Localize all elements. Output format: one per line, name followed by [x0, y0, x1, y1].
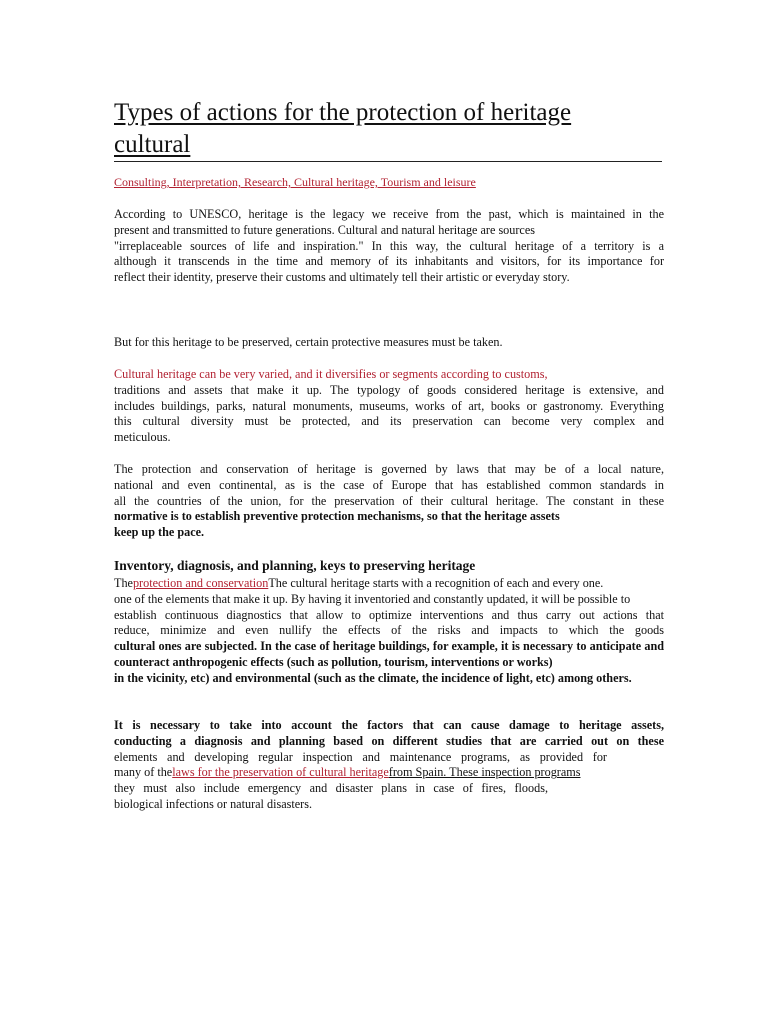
section-heading: Inventory, diagnosis, and planning, keys to preserving heritage	[114, 558, 476, 573]
text-line: all the countries of the union, for the preservation of their cultural heritage. The constant in these	[114, 493, 664, 508]
text-line: reflect their identity, preserve their customs and ultimately tell their artistic or everyday story.	[114, 270, 570, 285]
text-line: "irreplaceable sources of life and inspiration." In this way, the cultural heritage of a territory is a	[114, 238, 664, 253]
text-line: present and transmitted to future generations. Cultural and natural heritage are sources	[114, 222, 535, 237]
text-line: But for this heritage to be preserved, certain protective measures must be taken.	[114, 335, 503, 349]
title-line-1: Types of actions for the protection of heritage	[114, 99, 572, 126]
text-line: elements and developing regular inspection and maintenance programs, as provided for	[114, 749, 607, 764]
paragraph-unesco	[114, 207, 664, 286]
text-line: includes buildings, parks, natural monuments, museums, works of art, books or gastronomy. Everything	[114, 398, 664, 413]
text-line: traditions and assets that make it up. The typology of goods considered heritage is extensive, and	[114, 382, 664, 397]
bold-text-line: cultural ones are subjected. In the case of heritage buildings, for example, it is necessary to anticipate and	[114, 639, 664, 654]
paragraph-protective-measures	[114, 335, 664, 351]
paragraph-damage-factors	[114, 718, 664, 813]
bold-text-line: in the vicinity, etc) and environmental (such as the climate, the incidence of light, etc) among others.	[114, 670, 632, 685]
bold-text-line: keep up the pace.	[114, 525, 205, 540]
text-line: The protection and conservation of heritage is governed by laws that may be of a local nature,	[114, 462, 664, 476]
title-line-2: cultural	[114, 131, 191, 158]
text-line: national and even continental, as is the case of Europe that has established common standards in	[114, 477, 664, 492]
text-line: although it transcends in the time and memory of its inhabitants and visitors, for its importance for	[114, 254, 664, 269]
paragraph-laws	[114, 462, 664, 541]
text-line: According to UNESCO, heritage is the legacy we receive from the past, which is maintained in the	[114, 207, 664, 221]
preservation-laws-link[interactable]: laws for the preservation of cultural heritage	[172, 765, 389, 780]
bold-text-line: It is necessary to take into account the factors that can cause damage to heritage assets,	[114, 718, 664, 732]
text-the: The	[114, 576, 133, 590]
text-line: one of the elements that make it up. By having it inventoried and constantly updated, it will be possible to	[114, 591, 631, 606]
bold-text-line: normative is to establish preventive protection mechanisms, so that the heritage assets	[114, 509, 560, 524]
bold-text-line: counteract anthropogenic effects (such as pollution, tourism, interventions or works)	[114, 654, 553, 669]
paragraph-inventory	[114, 576, 664, 687]
paragraph-cultural-diversity	[114, 367, 664, 446]
text-line	[114, 576, 664, 592]
text-line: biological infections or natural disasters.	[114, 796, 312, 811]
text-line: this cultural diversity must be protected, and its preservation can become very complex and	[114, 414, 664, 429]
text-line: establish continuous diagnostics that allow to optimize interventions and thus carry out actions that	[114, 607, 664, 622]
highlighted-text-line: Cultural heritage can be very varied, and it diversifies or segments according to customs,	[114, 367, 548, 381]
protection-conservation-link[interactable]: protection and conservation	[132, 576, 269, 590]
text-line	[114, 765, 664, 781]
page-title	[114, 97, 662, 162]
text-from: from Spain. These inspection programs	[388, 765, 581, 780]
text-line: meticulous.	[114, 430, 171, 445]
text-many-of: many of the	[114, 765, 173, 780]
text-rest: The cultural heritage starts with a recognition of each and every one.	[268, 576, 604, 590]
tag-links[interactable]: Consulting, Interpretation, Research, Cultural heritage, Tourism and leisure	[114, 175, 476, 189]
bold-text-line: conducting a diagnosis and planning based on different studies that are carried out on these	[114, 733, 664, 748]
text-line: they must also include emergency and disaster plans in case of fires, floods,	[114, 781, 548, 796]
text-line: reduce, minimize and even nullify the effects of the risks and impacts to which the goods	[114, 623, 664, 638]
